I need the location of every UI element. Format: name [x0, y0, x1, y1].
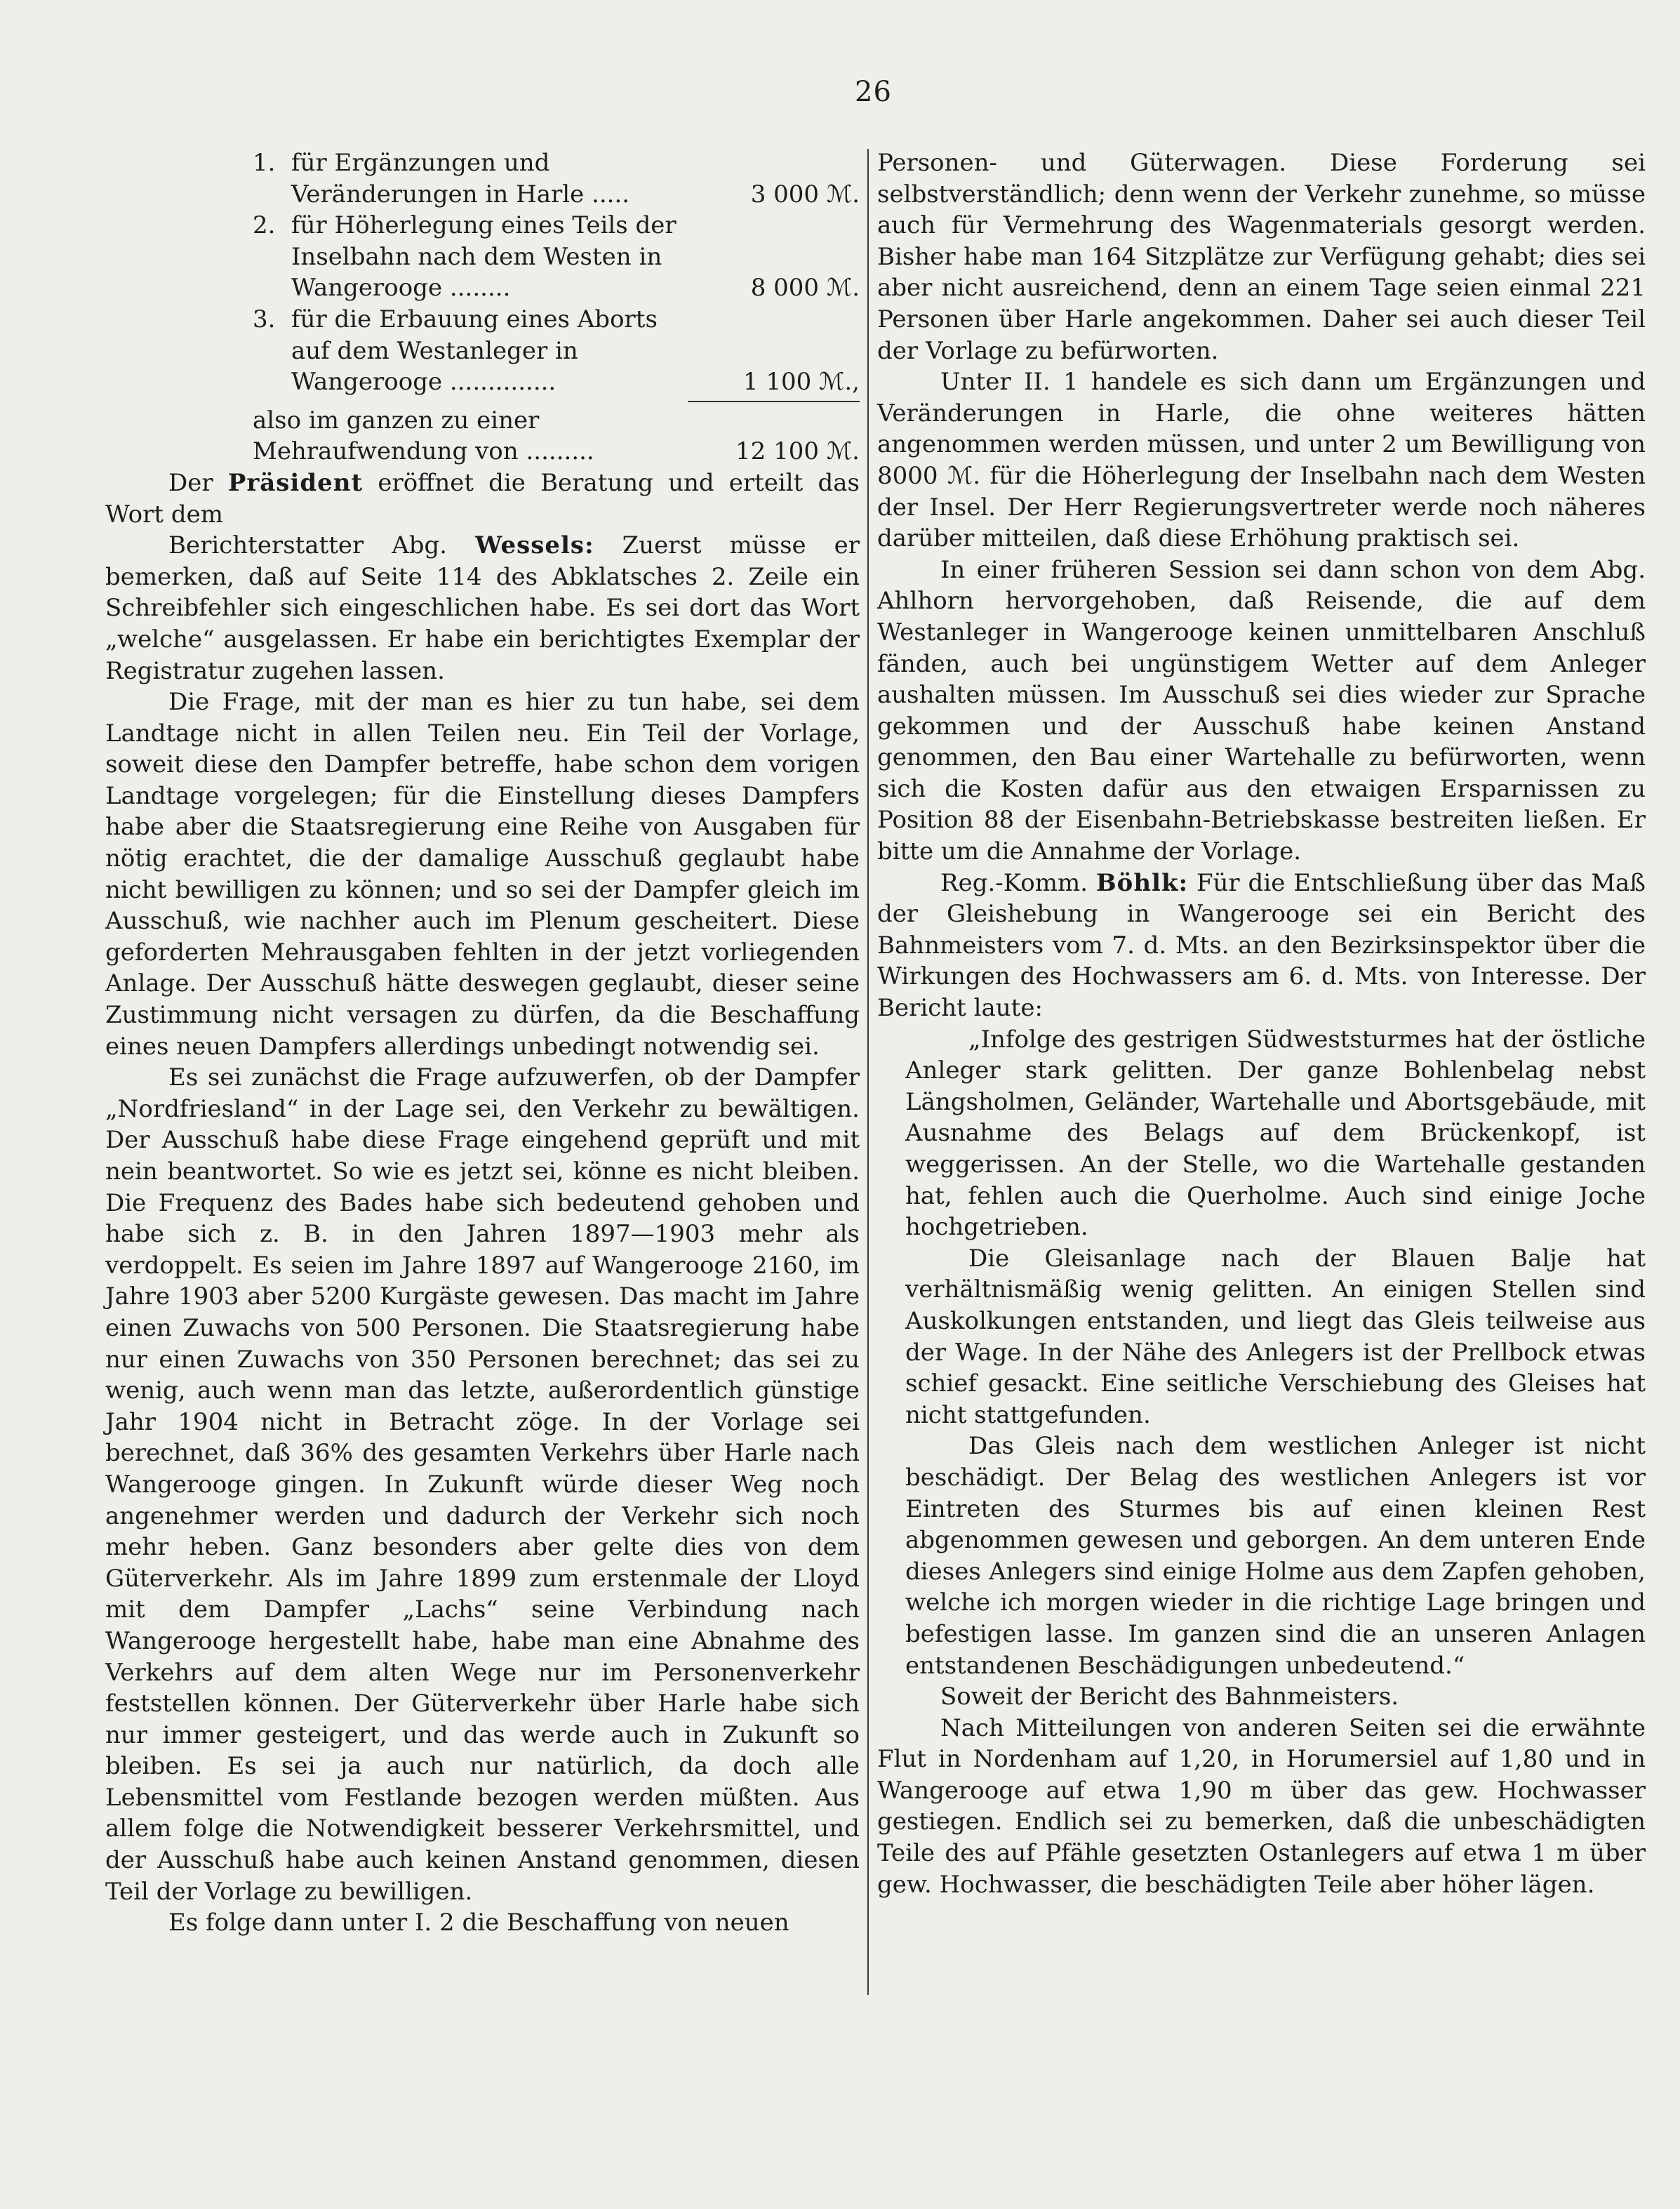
paragraph	[105, 467, 860, 530]
budget-total-text: also im ganzen zu einer Mehraufwendung von .........	[253, 406, 594, 466]
paragraph: Nach Mitteilungen von anderen Seiten sei die erwähnte Flut in Nordenham auf 1,20, in Horumersiel auf 1,80 und in Wangerooge auf etwa 1,90 m über das gew. Hochwasser gestiegen. Endlich sei zu bemerken, daß die unbeschädigten Teile des auf Pfähle gesetzten Ostanlegers auf etwa 1 m über gew. Hochwasser, die beschädigten Teile aber höher lägen.	[877, 1713, 1646, 1899]
budget-item-text: für die Erbauung eines Aborts auf dem Westanleger in Wangerooge ..............	[291, 305, 658, 397]
text: Für die Entschließung über das Maß der Gleishebung in Wangerooge sei ein Bericht des Bahnmeisters vom 7. d. Mts. an den Bezirksinspektor über die Wirkungen des Hochwassers am 6. d. Mts. von Interesse. Der Bericht laute:	[877, 868, 1646, 1023]
budget-item	[105, 304, 860, 398]
budget-item-amount: 1 100 ℳ.,	[742, 368, 860, 397]
budget-list	[105, 147, 860, 467]
paragraph: Unter II. 1 handele es sich dann um Ergänzungen und Veränderungen in Harle, die ohne weiteres hätten angenommen werden müssen, und unter 2 um Bewilligung von 8000 ℳ. für die Höherlegung der Inselbahn nach dem Westen der Insel. Der Herr Regierungsvertreter werde noch näheres darüber mitteilen, daß diese Erhöhung praktisch sei.	[877, 368, 1646, 553]
text: Reg.-Komm.	[940, 868, 1096, 897]
paragraph: Soweit der Bericht des Bahnmeisters.	[940, 1683, 1399, 1711]
budget-item	[105, 147, 860, 210]
left-column	[105, 147, 860, 1939]
text: Der	[168, 468, 228, 497]
text: eröffnet die Beratung und erteilt das Wort dem	[105, 468, 860, 529]
paragraph: In einer früheren Session sei dann schon von dem Abg. Ahlhorn hervorgehoben, daß Reisende, die auf dem Westanleger in Wangerooge keinen unmittelbaren Anschluß fänden, auch bei ungünstigem Wetter auf dem Anleger aushalten müssen. Im Ausschuß sei dies wieder zur Sprache gekommen und der Ausschuß habe keinen Anstand genommen, den Bau einer Wartehalle zu befürworten, wenn sich die Kosten dafür aus den etwaigen Ersparnissen zu Position 88 der Eisenbahn-Betriebskasse bestreiten ließen. Er bitte um die Annahme der Vorlage.	[877, 555, 1646, 866]
quote-paragraph: Die Gleisanlage nach der Blauen Balje hat verhältnismäßig wenig gelitten. An einigen Stellen sind Auskolkungen entstanden, und liegt das Gleis teilweise aus der Wage. In der Nähe des Anlegers ist der Prellbock etwas schief gesackt. Eine seitliche Verschiebung des Gleises hat nicht stattgefunden.	[905, 1244, 1646, 1429]
speaker-name: Präsident	[227, 468, 364, 497]
speaker-name: Böhlk:	[1095, 868, 1189, 897]
budget-item-amount: 8 000 ℳ.	[750, 274, 860, 303]
paragraph: Die Frage, mit der man es hier zu tun habe, sei dem Landtage nicht in allen Teilen neu. Ein Teil der Vorlage, soweit diese den Dampfer betreffe, habe schon dem vorigen Landtage vorgelegen; für die Einstellung dieses Dampfers habe aber die Staatsregierung eine Reihe von Ausgaben für nötig erachtet, die der damalige Ausschuß geglaubt habe nicht bewilligen zu können; und so sei der Dampfer gleich im Ausschuß, wie nachher auch im Plenum gescheitert. Diese geforderten Mehrausgaben fehlten in der jetzt vorliegenden Anlage. Der Ausschuß hätte deswegen geglaubt, dieser seine Zustimmung nicht versagen zu dürfen, da die Beschaffung eines neuen Dampfers allerdings unbedingt notwendig sei.	[105, 688, 860, 1061]
sum-rule	[688, 401, 860, 402]
page-number: 26	[855, 76, 892, 108]
right-column	[877, 147, 1646, 1900]
budget-item	[105, 210, 860, 304]
paragraph	[105, 530, 860, 686]
speaker-name: Wessels:	[475, 531, 594, 560]
quote-paragraph: „Infolge des gestrigen Südweststurmes hat der östliche Anleger stark gelitten. Der ganze Bohlenbelag nebst Längsholmen, Geländer, Wartehalle und Abortsgebäude, mit Ausnahme des Belags auf dem Brückenkopf, ist weggerissen. An der Stelle, wo die Wartehalle gestanden hat, fehlen auch die Querholme. Auch sind einige Joche hochgetrieben.	[905, 1025, 1646, 1242]
budget-item-text: für Ergänzungen und Veränderungen in Harle .....	[291, 149, 630, 208]
text: Zuerst müsse er bemerken, daß auf Seite 114 des Abklatsches 2. Zeile ein Schreibfehler sich eingeschlichen habe. Es sei dort das Wort „welche“ ausgelassen. Er habe ein berichtigtes Exemplar der Registratur zugehen lassen.	[105, 531, 860, 685]
quote-paragraph: Das Gleis nach dem westlichen Anleger ist nicht beschädigt. Der Belag des westlichen Anlegers ist vor Eintreten des Sturmes bis auf einen kleinen Rest abgenommen gewesen und geborgen. An dem unteren Ende dieses Anlegers sind einige Holme aus dem Zapfen gehoben, welche ich morgen wieder in die richtige Lage bringen und befestigen lasse. Im ganzen sind die an unseren Anlagen entstandenen Beschädigungen unbedeutend.“	[905, 1432, 1646, 1680]
budget-total-amount: 12 100 ℳ.	[735, 437, 860, 466]
budget-item-text: für Höherlegung eines Teils der Inselbahn nach dem Westen in Wangerooge ........	[291, 211, 676, 303]
budget-item-number: 2.	[253, 211, 276, 240]
paragraph: Es sei zunächst die Frage aufzuwerfen, ob der Dampfer „Nordfriesland“ in der Lage sei, den Verkehr zu bewältigen. Der Ausschuß habe diese Frage eingehend geprüft und mit nein beantwortet. So wie es jetzt sei, könne es nicht bleiben. Die Frequenz des Bades habe sich bedeutend gehoben und habe sich z. B. in den Jahren 1897—1903 mehr als verdoppelt. Es seien im Jahre 1897 auf Wangerooge 2160, im Jahre 1903 aber 5200 Kurgäste gewesen. Das macht im Jahre einen Zuwachs von 500 Personen. Die Staatsregierung habe nur einen Zuwachs von 350 Personen berechnet; das sei zu wenig, auch wenn man das letzte, außerordentlich günstige Jahr 1904 nicht in Betracht zöge. In der Vorlage sei berechnet, daß 36% des gesamten Verkehrs über Harle nach Wangerooge gingen. In Zukunft würde dieser Weg noch angenehmer werden und dadurch der Verkehr sich noch mehr heben. Ganz besonders aber gelte dies von dem Güterverkehr. Als im Jahre 1899 zum erstenmale der Lloyd mit dem Dampfer „Lachs“ seine Verbindung nach Wangerooge hergestellt habe, habe man eine Abnahme des Verkehrs auf dem alten Wege nur im Personenverkehr feststellen können. Der Güterverkehr über Harle habe sich nur immer gesteigert, und das werde auch in Zukunft so bleiben. Es sei ja auch nur natürlich, da doch alle Lebensmittel vom Festlande bezogen werden müßten. Aus allem folge die Notwendigkeit besserer Verkehrsmittel, und der Ausschuß habe auch keinen Anstand genommen, diesen Teil der Vorlage zu bewilligen.	[105, 1063, 860, 1906]
budget-item-number: 1.	[253, 149, 276, 177]
column-divider	[867, 149, 869, 1995]
paragraph	[877, 868, 1646, 1024]
budget-total	[105, 405, 860, 467]
paragraph: Es folge dann unter I. 2 die Beschaffung von neuen	[168, 1909, 789, 1937]
budget-item-amount: 3 000 ℳ.	[750, 180, 860, 208]
text: Berichterstatter Abg.	[168, 531, 476, 560]
budget-item-number: 3.	[253, 305, 276, 333]
paragraph: Personen- und Güterwagen. Diese Forderung sei selbstverständlich; denn wenn der Verkehr zunehme, so müsse auch für Vermehrung des Wagenmaterials gesorgt werden. Bisher habe man 164 Sitzplätze zur Verfügung gehabt; dies sei aber nicht ausreichend, denn an einem Tage seien einmal 221 Personen über Harle angekommen. Daher sei auch dieser Teil der Vorlage zu befürworten.	[877, 149, 1646, 365]
